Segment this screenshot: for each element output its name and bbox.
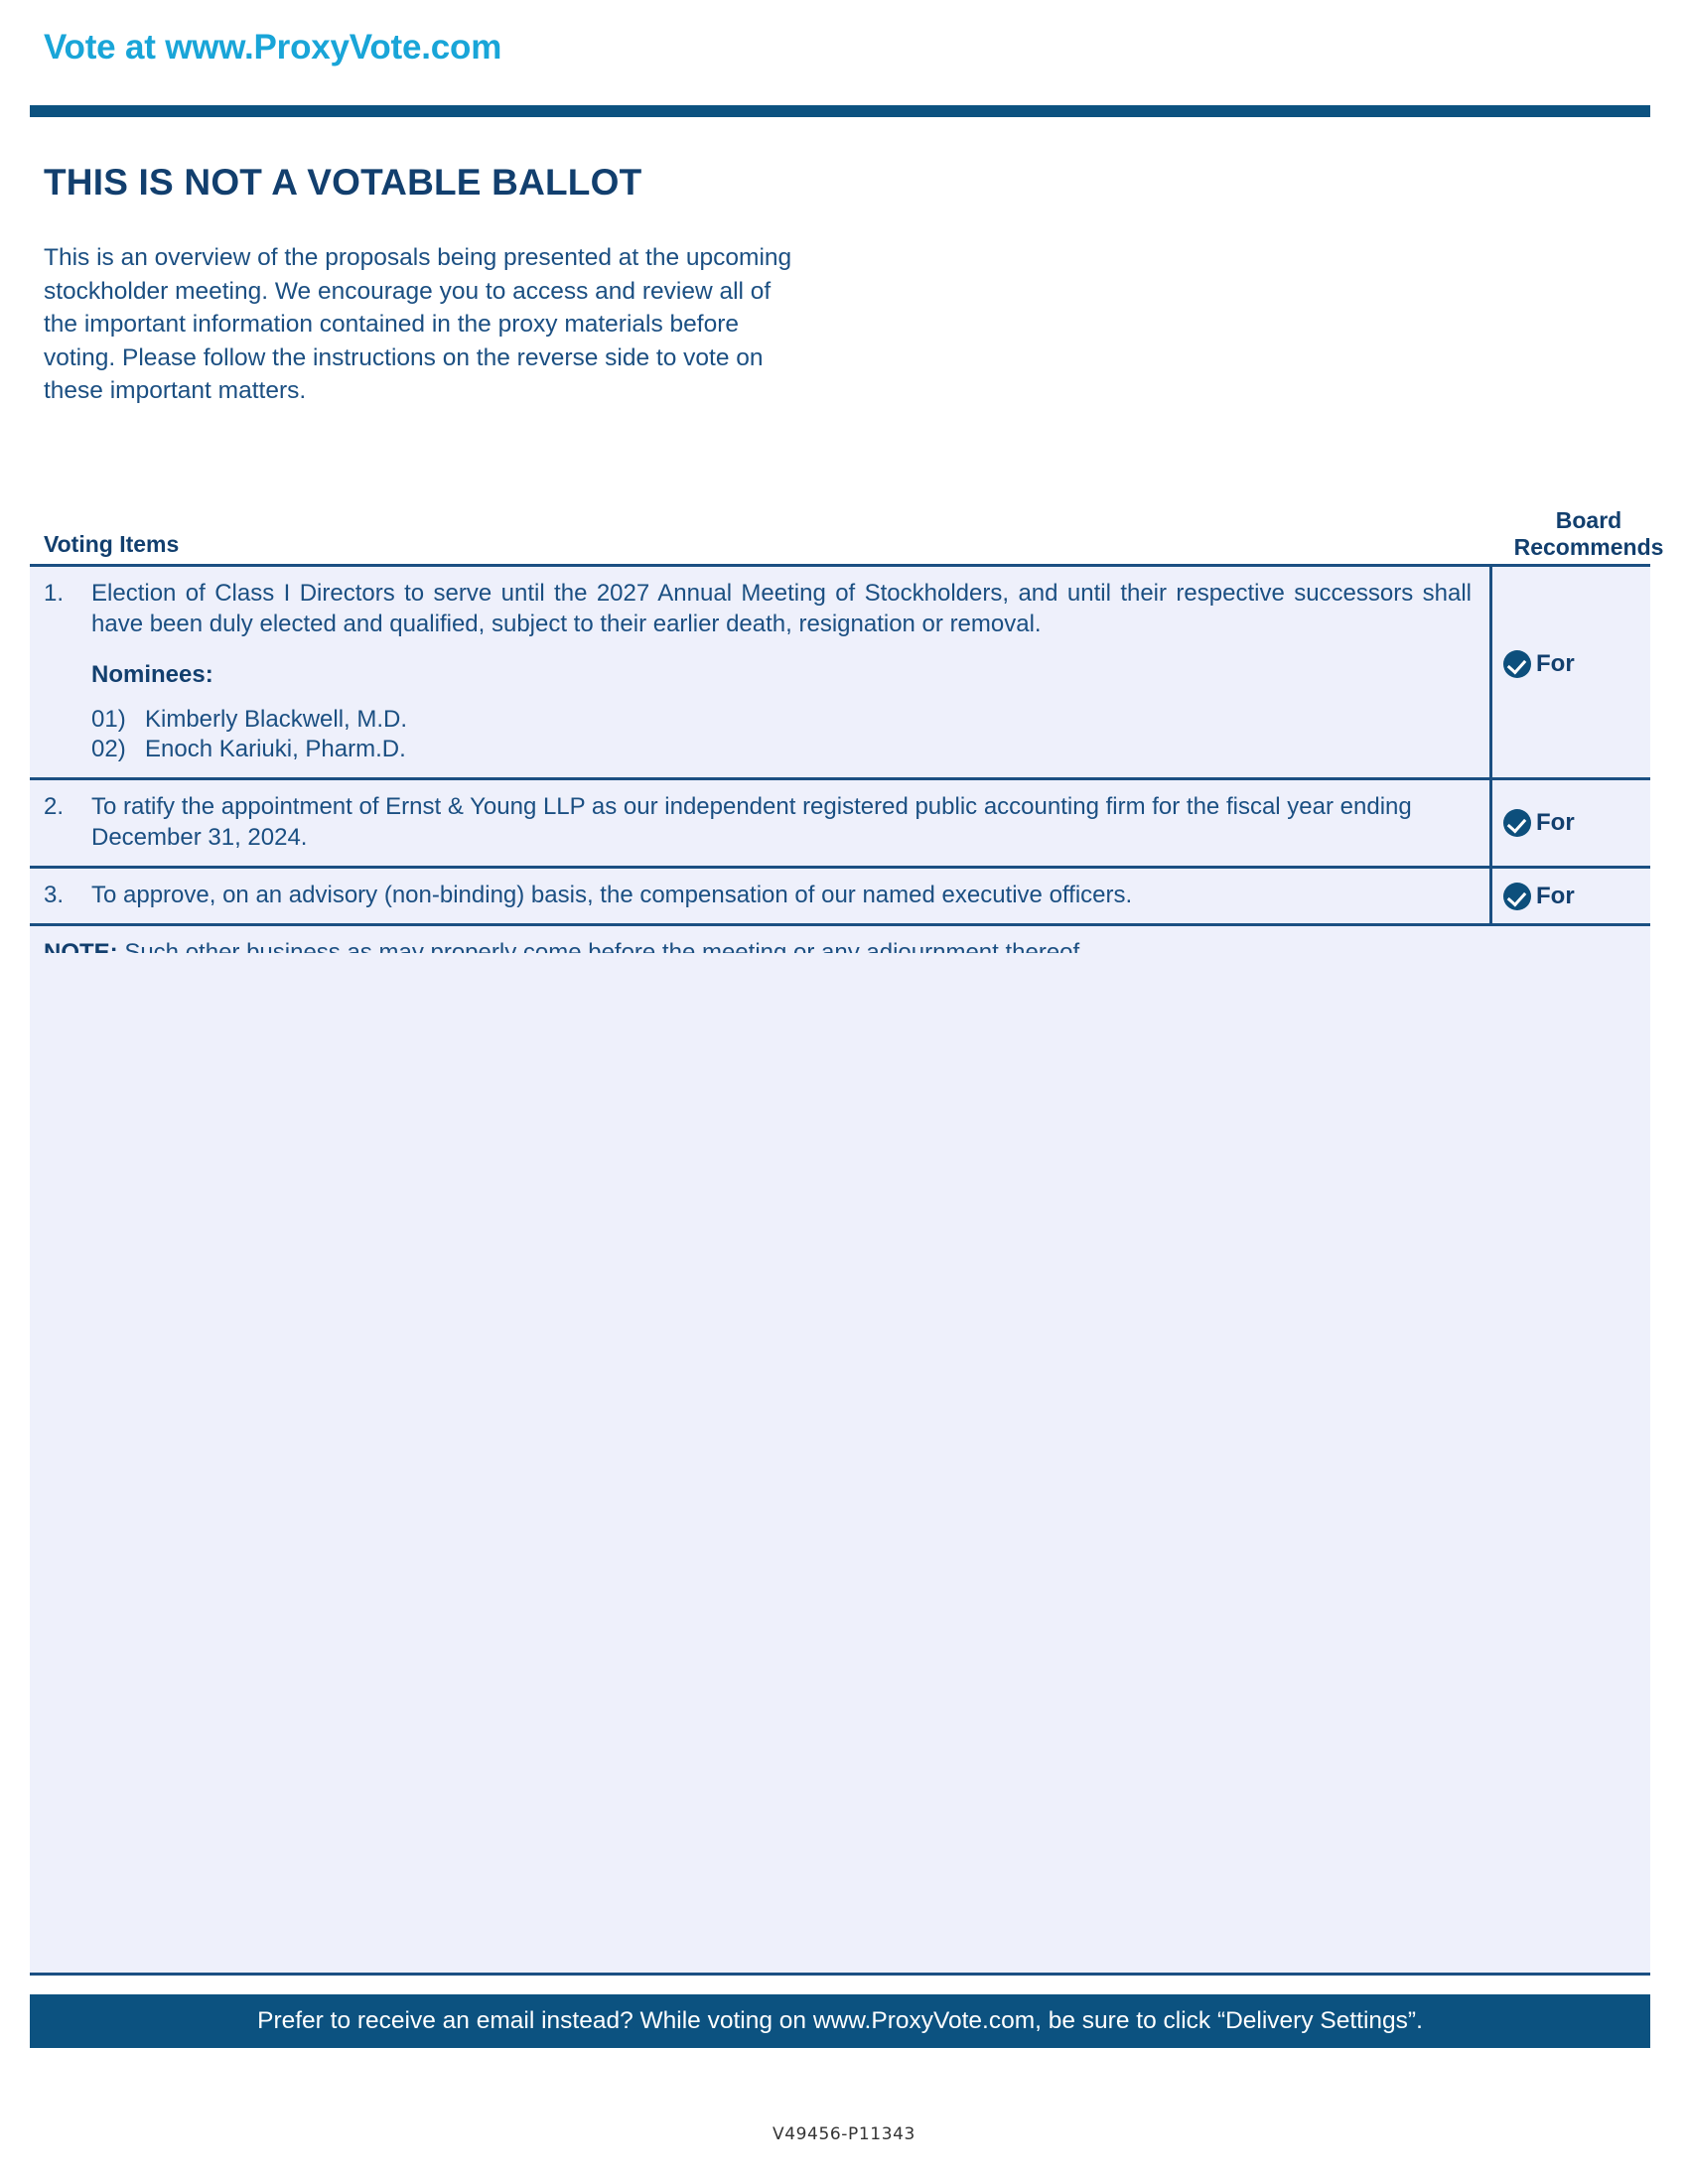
board-recommendation-cell xyxy=(1489,567,1650,777)
recommendation-label: For xyxy=(1536,882,1575,909)
blank-body-panel xyxy=(30,953,1650,1976)
status-badge xyxy=(1503,809,1575,837)
footer-bar xyxy=(30,1994,1650,2048)
proposal-3 xyxy=(44,880,1472,910)
voting-item-cell xyxy=(30,780,1489,866)
list-item xyxy=(91,735,1472,764)
column-header-voting-items: Voting Items xyxy=(44,531,180,557)
table-row xyxy=(30,567,1650,780)
voting-items-table xyxy=(30,496,1664,984)
nominee-name: Kimberly Blackwell, M.D. xyxy=(145,706,408,733)
nominee-list xyxy=(91,705,1472,764)
nominee-index: 01) xyxy=(91,706,126,733)
voting-item-cell xyxy=(30,869,1489,923)
column-header-board-recommends xyxy=(1489,507,1688,561)
control-number: V49456-P11343 xyxy=(773,2124,915,2144)
recommendation-label: For xyxy=(1536,650,1575,677)
check-circle-icon xyxy=(1503,650,1531,678)
nominee-index: 02) xyxy=(91,736,126,762)
board-recommendation-cell xyxy=(1489,780,1650,866)
proposal-number: 1. xyxy=(44,580,65,607)
table-header xyxy=(30,496,1664,564)
proposal-2 xyxy=(44,791,1472,853)
proposal-1 xyxy=(44,578,1472,639)
status-badge xyxy=(1503,883,1575,910)
status-badge xyxy=(1503,650,1575,678)
table-row xyxy=(30,780,1650,869)
recommendation-label: For xyxy=(1536,809,1575,836)
brand-title: Vote at www.ProxyVote.com xyxy=(44,28,502,67)
nominees-label: Nominees: xyxy=(91,661,213,688)
header-divider-rule xyxy=(30,105,1650,117)
board-header-line-2: Recommends xyxy=(1513,534,1664,560)
voting-item-cell xyxy=(30,567,1489,777)
intro-paragraph: This is an overview of the proposals being presented at the upcoming stockholder meeting. We encourage you to access and review all of the important information contained in the proxy materials before voting. Please follow the instructions on the reverse side to vote on these important matters. xyxy=(44,244,792,404)
proposal-number: 2. xyxy=(44,793,65,820)
proposal-text: To approve, on an advisory (non-binding) basis, the compensation of our named executive officers. xyxy=(91,882,1133,908)
table-body xyxy=(30,564,1650,984)
footer-message: Prefer to receive an email instead? While voting on www.ProxyVote.com, be sure to click “Delivery Settings”. xyxy=(257,2007,1423,2034)
board-recommendation-cell xyxy=(1489,869,1650,923)
proposal-text: Election of Class I Directors to serve until the 2027 Annual Meeting of Stockholders, and until their respective successors shall have been duly elected and qualified, subject to their earlier death, resignation or removal. xyxy=(91,580,1472,637)
check-circle-icon xyxy=(1503,883,1531,910)
proposal-text: To ratify the appointment of Ernst & Young LLP as our independent registered public accounting firm for the fiscal year ending December 31, 2024. xyxy=(91,793,1412,851)
page-title: THIS IS NOT A VOTABLE BALLOT xyxy=(44,162,642,203)
proposal-number: 3. xyxy=(44,882,65,908)
list-item xyxy=(91,705,1472,735)
nominee-name: Enoch Kariuki, Pharm.D. xyxy=(145,736,406,762)
check-circle-icon xyxy=(1503,809,1531,837)
table-row xyxy=(30,869,1650,926)
board-header-line-1: Board xyxy=(1555,507,1622,533)
